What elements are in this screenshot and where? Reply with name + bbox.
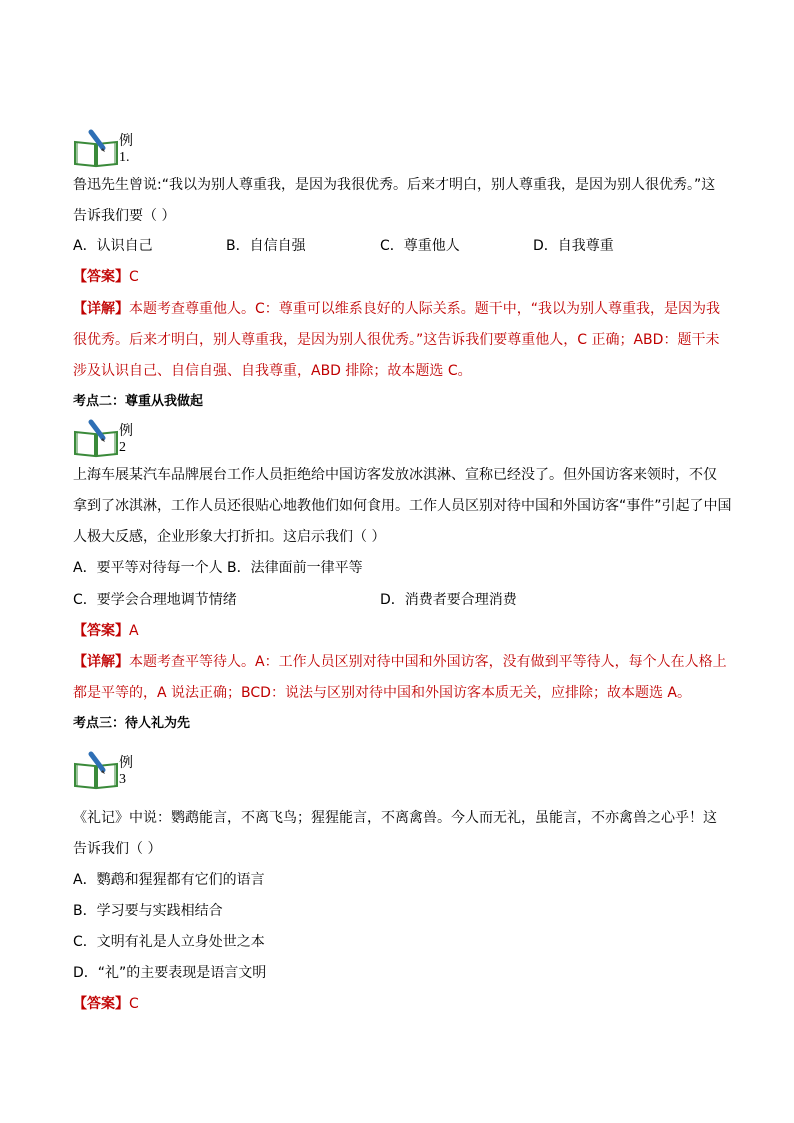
- example-2-question-line-2: 拿到了冰淇淋，工作人员还很贴心地教他们如何食用。工作人员区别对待中国和外国访客“事件”引起了中国: [73, 498, 732, 514]
- kaodian-heading: 考点三：待人礼为先: [73, 716, 191, 731]
- example-1-option-a: A．认识自己: [73, 238, 153, 254]
- example-1-answer: [73, 267, 723, 287]
- example-1-question-line-2: 告诉我们要（ ）: [73, 208, 176, 224]
- example-3-option-d: D．“礼”的主要表现是语言文明: [73, 965, 267, 981]
- detail-text: 本题考查尊重他人。C：尊重可以维系良好的人际关系。题干中，“我以为别人尊重我，是因为我: [129, 301, 721, 317]
- example-2-question-line-3: 人极大反感，企业形象大打折扣。这启示我们（ ）: [73, 529, 386, 545]
- example-1-detail-line-2: 很优秀。后来才明白，别人尊重我，是因为别人很优秀。”这告诉我们要尊重他人，C 正确；ABD：题干未: [73, 332, 720, 348]
- answer-tag: 【答案】: [73, 269, 129, 285]
- example-1-option-b: B．自信自强: [226, 238, 306, 254]
- book-pencil-icon: [73, 128, 119, 168]
- detail-tag: 【详解】: [73, 301, 129, 317]
- detail-text: 本题考查平等待人。A：工作人员区别对待中国和外国访客，没有做到平等待人，每个人在人格上: [129, 654, 727, 670]
- example-2-detail-line-2: 都是平等的，A 说法正确；BCD：说法与区别对待中国和外国访客本质无关，应排除；故本题选 A。: [73, 685, 691, 701]
- example-2-detail-line-1: [73, 652, 727, 672]
- example-1-question-line-1: 鲁迅先生曾说:“我以为别人尊重我，是因为我很优秀。后来才明白，别人尊重我，是因为别人很优秀。”这: [73, 177, 716, 193]
- example-3-option-a: A．鹦鹉和猩猩都有它们的语言: [73, 872, 265, 888]
- kaodian-heading: 考点二：尊重从我做起: [73, 394, 204, 409]
- example-2-option-ab: A．要平等对待每一个人 B．法律面前一律平等: [73, 560, 363, 576]
- example-2-option-d: D．消费者要合理消费: [380, 592, 517, 608]
- answer-value: C: [129, 269, 139, 285]
- book-pencil-icon: [73, 750, 119, 790]
- answer-tag: 【答案】: [73, 996, 129, 1012]
- example-label: 例 3: [119, 756, 133, 787]
- example-3-option-c: C．文明有礼是人立身处世之本: [73, 934, 265, 950]
- book-pencil-icon: [73, 418, 119, 458]
- example-2-question-line-1: 上海车展某汽车品牌展台工作人员拒绝给中国访客发放冰淇淋、宣称已经没了。但外国访客来领时，不仅: [73, 467, 717, 483]
- example-2-answer: [73, 621, 723, 641]
- example-3-option-b: B．学习要与实践相结合: [73, 903, 223, 919]
- example-1-detail-line-3: 涉及认识自己、自信自强、自我尊重，ABD 排除；故本题选 C。: [73, 363, 472, 379]
- example-label: 例 2: [119, 424, 133, 455]
- example-3-question-line-1: 《礼记》中说：鹦鹉能言，不离飞鸟；猩猩能言，不离禽兽。今人而无礼，虽能言，不亦禽兽之心乎！这: [73, 810, 717, 826]
- example-1-detail-line-1: [73, 299, 723, 319]
- answer-value: C: [129, 996, 139, 1012]
- answer-tag: 【答案】: [73, 623, 129, 639]
- example-label: 例 1.: [119, 134, 133, 165]
- detail-tag: 【详解】: [73, 654, 129, 670]
- example-1-option-d: D．自我尊重: [533, 238, 614, 254]
- example-2-option-c: C．要学会合理地调节情绪: [73, 592, 237, 608]
- example-3-question-line-2: 告诉我们（ ）: [73, 841, 162, 857]
- example-3-answer: [73, 994, 723, 1014]
- example-1-option-c: C．尊重他人: [380, 238, 460, 254]
- answer-value: A: [129, 623, 139, 639]
